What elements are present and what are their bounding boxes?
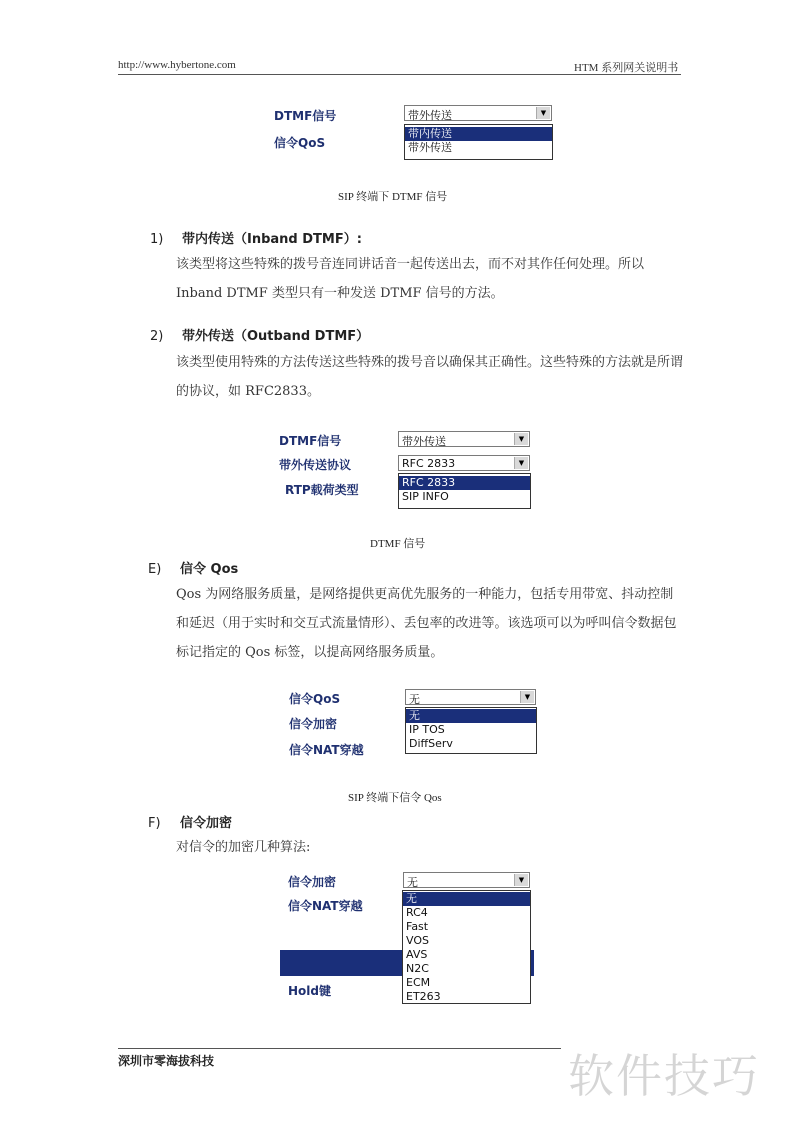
dropdown-option-sip-info[interactable]: SIP INFO — [402, 490, 449, 503]
dropdown-option-none[interactable]: 无 — [403, 892, 530, 906]
hold-key-label: Hold键 — [288, 984, 331, 998]
dropdown-option-diffserv[interactable]: DiffServ — [409, 737, 453, 750]
figure-caption: SIP 终端下信令 Qos — [348, 792, 442, 804]
footer-company: 深圳市零海拔科技 — [118, 1054, 215, 1068]
dropdown-option-ip-tos[interactable]: IP TOS — [409, 723, 445, 736]
section-number: 1) — [150, 232, 164, 247]
paragraph-qos: Qos 为网络服务质量，是网络提供更高优先服务的一种能力，包括专用带宽、抖动控制和延迟（用于实时和交互式流量情形）、丢包率的改进等。该选项可以为呼叫信令数据包标记指定的 Qos 标签，以提高网络服务质量。 — [176, 587, 677, 660]
section-heading-inband — [150, 228, 362, 247]
section-number: 2) — [150, 329, 164, 344]
chevron-down-icon[interactable]: ▼ — [536, 107, 550, 119]
qos-dropdown-list — [405, 707, 537, 754]
paragraph-outband: 该类型使用特殊的方法传送这些特殊的拨号音以确保其正确性。这些特殊的方法就是所谓的协议，如 RFC2833。 — [176, 355, 684, 399]
dropdown-option-n2c[interactable]: N2C — [406, 962, 429, 975]
figure-caption: SIP 终端下 DTMF 信号 — [338, 191, 448, 203]
section-title: 带内传送（Inband DTMF）: — [182, 232, 362, 247]
dropdown-option-none[interactable]: 无 — [406, 709, 536, 723]
section-heading-outband — [150, 325, 369, 344]
section-title: 信令加密 — [180, 816, 233, 831]
dtmf-dropdown-list — [404, 124, 553, 160]
dropdown-option-et263[interactable]: ET263 — [406, 990, 441, 1003]
section-heading-encryption — [148, 812, 232, 831]
dropdown-option-fast[interactable]: Fast — [406, 920, 429, 933]
dropdown-option-rc4[interactable]: RC4 — [406, 906, 428, 919]
section-number: F) — [148, 816, 161, 831]
paragraph-inband: 该类型将这些特殊的拨号音连同讲话音一起传送出去，而不对其作任何处理。所以Inband DTMF 类型只有一种发送 DTMF 信号的方法。 — [176, 257, 645, 301]
chevron-down-icon[interactable]: ▼ — [514, 457, 528, 469]
dtmf-signal-label: DTMF信号 — [279, 434, 342, 448]
dropdown-option-vos[interactable]: VOS — [406, 934, 429, 947]
section-title: 信令 Qos — [180, 562, 239, 577]
dropdown-option-rfc2833[interactable]: RFC 2833 — [399, 476, 530, 490]
header-divider — [118, 74, 681, 75]
watermark: 软件技巧 — [568, 1049, 760, 1103]
outband-protocol-label: 带外传送协议 — [279, 458, 352, 472]
dropdown-option-ecm[interactable]: ECM — [406, 976, 431, 989]
paragraph-encryption: 对信令的加密几种算法: — [176, 840, 311, 855]
select-value: 无 — [409, 693, 420, 706]
signal-encryption-label: 信令加密 — [289, 717, 338, 731]
signal-nat-label: 信令NAT穿越 — [288, 899, 363, 913]
dropdown-option-outband[interactable]: 带外传送 — [408, 141, 452, 154]
dropdown-option-avs[interactable]: AVS — [406, 948, 428, 961]
select-value: 带外传送 — [402, 435, 446, 448]
rtp-payload-label: RTP载荷类型 — [285, 483, 359, 497]
signal-qos-label: 信令QoS — [274, 136, 326, 150]
header-title: HTM 系列网关说明书 — [574, 62, 679, 74]
select-value: RFC 2833 — [402, 457, 456, 470]
section-number: E) — [148, 562, 162, 577]
header-url[interactable]: http://www.hybertone.com — [118, 59, 236, 71]
signal-encryption-select[interactable] — [403, 872, 530, 888]
signal-encryption-label: 信令加密 — [288, 875, 337, 889]
select-value: 带外传送 — [408, 109, 452, 122]
dtmf-signal-select[interactable] — [398, 431, 530, 447]
protocol-dropdown-list — [398, 473, 531, 509]
signal-qos-select[interactable] — [405, 689, 536, 705]
footer-divider — [118, 1048, 561, 1049]
dtmf-signal-select[interactable] — [404, 105, 552, 121]
chevron-down-icon[interactable]: ▼ — [520, 691, 534, 703]
dropdown-option-inband[interactable]: 带内传送 — [405, 127, 552, 141]
signal-nat-label: 信令NAT穿越 — [289, 743, 364, 757]
section-title: 带外传送（Outband DTMF） — [182, 329, 370, 344]
select-value: 无 — [407, 876, 418, 889]
chevron-down-icon[interactable]: ▼ — [514, 874, 528, 886]
outband-protocol-select[interactable] — [398, 455, 530, 471]
signal-qos-label: 信令QoS — [289, 692, 341, 706]
encryption-dropdown-list — [402, 890, 531, 1004]
dtmf-signal-label: DTMF信号 — [274, 109, 337, 123]
chevron-down-icon[interactable]: ▼ — [514, 433, 528, 445]
section-heading-signal-qos — [148, 558, 238, 577]
figure-caption: DTMF 信号 — [370, 538, 426, 550]
